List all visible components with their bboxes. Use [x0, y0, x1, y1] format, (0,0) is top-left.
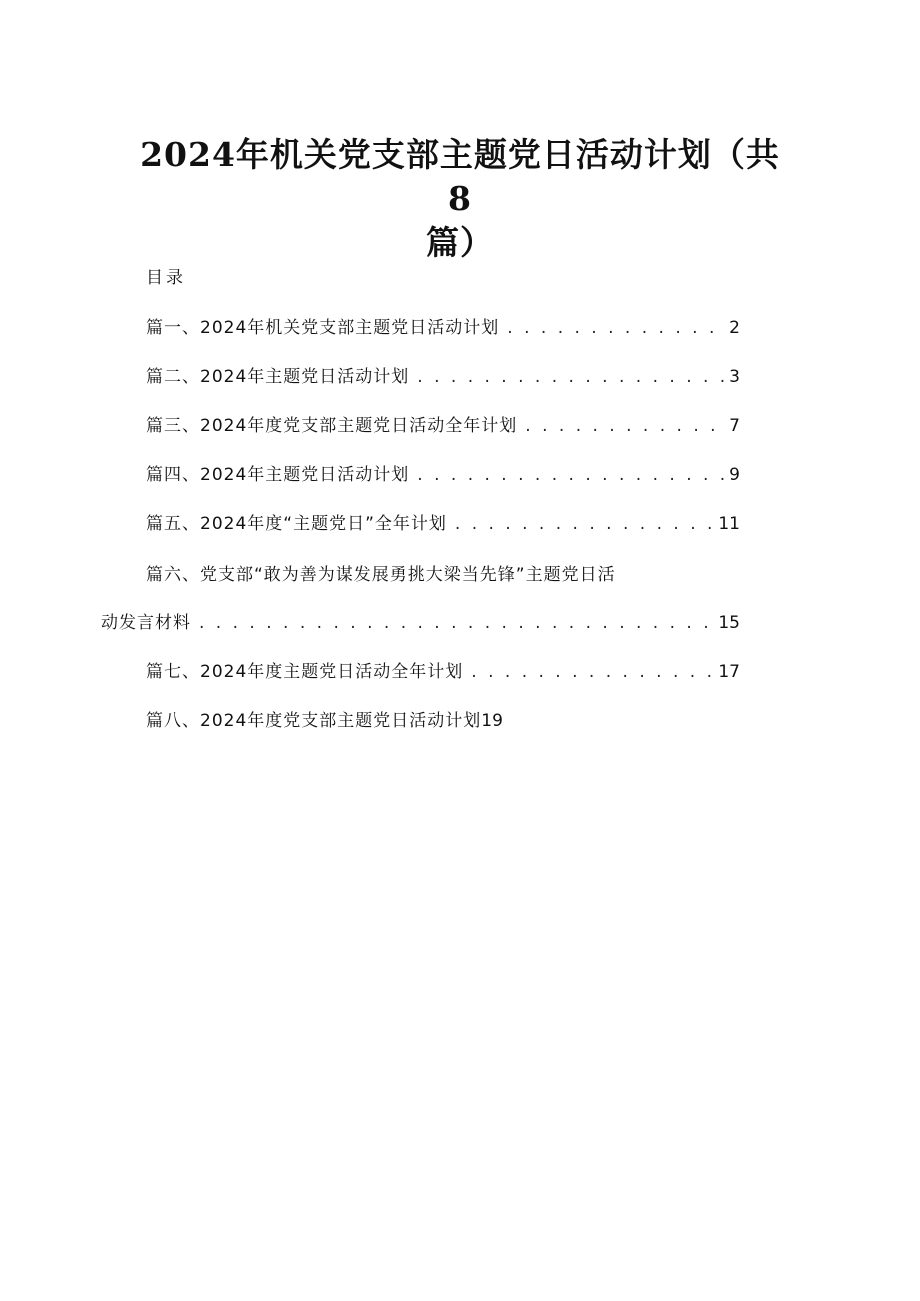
toc-entry-label: 动发言材料 — [101, 613, 191, 633]
toc-page-number: 17 — [718, 662, 740, 682]
toc-page-number: 11 — [718, 514, 740, 534]
toc-entry-4[interactable] — [146, 462, 740, 488]
document-title — [140, 133, 780, 265]
toc-entry-7[interactable] — [146, 659, 740, 685]
toc-page-number: 2 — [729, 318, 740, 338]
toc-page-number: 15 — [718, 613, 740, 633]
toc-dot-leader — [507, 315, 725, 341]
toc-dot-leader — [525, 413, 725, 439]
toc-entry-label: 篇四、2024年主题党日活动计划 — [146, 465, 410, 485]
toc-page-number: 9 — [729, 465, 740, 485]
toc-entry-1[interactable] — [146, 315, 740, 341]
toc-entry-8[interactable] — [146, 708, 503, 734]
toc-entry-3[interactable] — [146, 413, 740, 439]
toc-entry-2[interactable] — [146, 364, 740, 390]
toc-heading: 目录 — [146, 268, 186, 288]
toc-page-number: 19 — [481, 711, 503, 731]
toc-dot-leader — [455, 511, 714, 537]
toc-entry-6-line-1[interactable]: 篇六、党支部“敢为善为谋发展勇挑大梁当先锋”主题党日活 — [146, 565, 616, 585]
toc-entry-6[interactable] — [101, 610, 740, 636]
toc-entry-label: 篇五、2024年度“主题党日”全年计划 — [146, 514, 447, 534]
document-title-line-1: 2024年机关党支部主题党日活动计划（共8 — [140, 135, 780, 218]
toc-page-number: 3 — [729, 367, 740, 387]
toc-dot-leader — [471, 659, 714, 685]
toc-dot-leader — [417, 364, 725, 390]
toc-entry-5[interactable] — [146, 511, 740, 537]
toc-entry-label: 篇三、2024年度党支部主题党日活动全年计划 — [146, 416, 518, 436]
toc-entry-label: 篇二、2024年主题党日活动计划 — [146, 367, 410, 387]
toc-dot-leader — [417, 462, 725, 488]
toc-dot-leader — [199, 610, 714, 636]
toc-page-number: 7 — [729, 416, 740, 436]
document-title-line-2: 篇） — [426, 223, 494, 262]
toc-entry-label: 篇八、2024年度党支部主题党日活动计划 — [146, 711, 482, 731]
toc-entry-label: 篇一、2024年机关党支部主题党日活动计划 — [146, 318, 500, 338]
toc-entry-label: 篇七、2024年度主题党日活动全年计划 — [146, 662, 464, 682]
